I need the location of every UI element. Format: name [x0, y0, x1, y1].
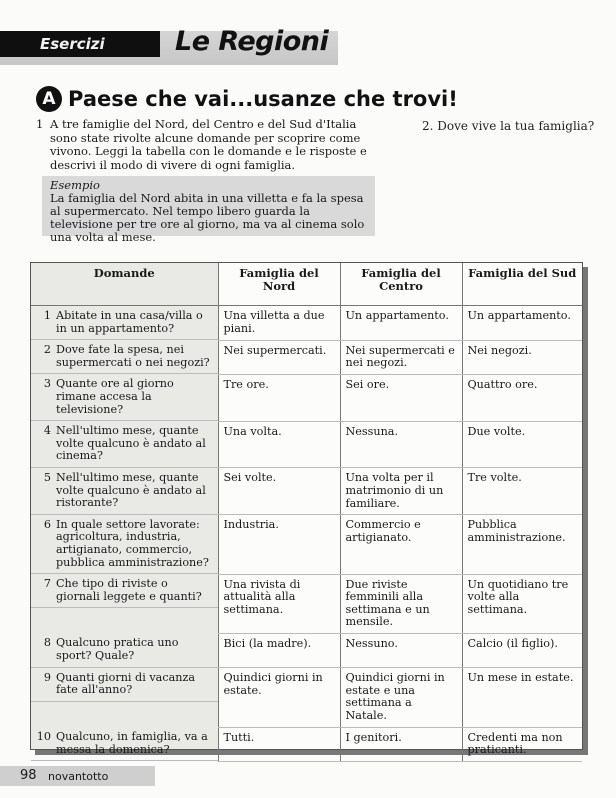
question-text: Qualcuno, in famiglia, va a messa la domenica? — [56, 730, 208, 756]
question-cell — [31, 515, 218, 574]
question-cell — [31, 574, 218, 608]
header-centro: Famiglia del Centro — [340, 263, 462, 306]
table-row — [31, 340, 582, 374]
question-cell — [31, 374, 218, 421]
header-nord: Famiglia del Nord — [218, 263, 340, 306]
answer-centro: Una volta per il matrimonio di un familiare. — [340, 468, 462, 515]
question-number: 9 — [43, 670, 51, 684]
answer-sud: Credenti ma non praticanti. — [462, 727, 582, 761]
header-sud: Famiglia del Sud — [462, 263, 582, 306]
table-row — [31, 727, 582, 761]
answer-centro: Due riviste femminili alla settimana e un mensile. — [340, 574, 462, 633]
question-text: Nell'ultimo mese, quante volte qualcuno è andato al cinema? — [56, 424, 206, 463]
section-label: Esercizi — [0, 31, 160, 57]
table-row — [31, 468, 582, 515]
table-row — [31, 306, 582, 341]
question-text: Che tipo di riviste o giornali leggete e quanti? — [56, 577, 202, 603]
answer-nord: Tre ore. — [218, 374, 340, 421]
question-number: 7 — [43, 577, 51, 591]
answer-nord: Sei volte. — [218, 468, 340, 515]
answer-sud: Tre volte. — [462, 468, 582, 515]
answer-centro: Commercio e artigianato. — [340, 515, 462, 574]
answer-nord: Industria. — [218, 515, 340, 574]
question-number: 5 — [43, 470, 51, 484]
question-text: Abitate in una casa/villa o in un appartamento? — [56, 309, 203, 335]
answer-centro: Nessuna. — [340, 421, 462, 468]
answer-sud: Un quotidiano tre volte alla settimana. — [462, 574, 582, 633]
answer-nord: Una villetta a due piani. — [218, 306, 340, 341]
answer-nord: Bici (la madre). — [218, 633, 340, 667]
example-box — [42, 176, 375, 244]
answer-nord: Nei supermercati. — [218, 340, 340, 374]
answer-sud: Due volte. — [462, 421, 582, 468]
exercise-heading — [36, 86, 458, 112]
answer-nord: Una rivista di attualità alla settimana. — [218, 574, 340, 633]
question-number: 4 — [43, 424, 51, 438]
page-number-word: novantotto — [48, 770, 109, 783]
answer-sud: Pubblica amministrazione. — [462, 515, 582, 574]
instructions-text: A tre famiglie del Nord, del Centro e del Sud d'Italia sono state rivolte alcune domande per scoprire come vivono. Leggi la tabella con le domande e le risposte e descrivi il modo di vivere di ogni famiglia. — [50, 117, 367, 172]
answer-sud: Un mese in estate. — [462, 668, 582, 727]
question-2: 2. Dove vive la tua famiglia? — [422, 119, 595, 133]
answer-nord: Tutti. — [218, 727, 340, 761]
question-cell — [31, 340, 218, 374]
instructions-number: 1 — [36, 117, 44, 131]
answer-sud: Un appartamento. — [462, 306, 582, 341]
exercise-subtitle: Paese che vai...usanze che trovi! — [68, 87, 458, 111]
question-number: 3 — [43, 377, 51, 391]
question-number: 2 — [43, 343, 51, 357]
question-text: Quante ore al giorno rimane accesa la televisione? — [56, 377, 174, 416]
answer-centro: I genitori. — [340, 727, 462, 761]
page-number: 98 — [20, 768, 37, 783]
exercise-badge: A — [36, 86, 62, 112]
table-row — [31, 374, 582, 421]
table-row — [31, 515, 582, 574]
question-text: Quanti giorni di vacanza fate all'anno? — [56, 670, 196, 697]
answer-sud: Nei negozi. — [462, 340, 582, 374]
answers-table-frame — [30, 262, 583, 757]
question-number: 6 — [43, 517, 51, 531]
answer-sud: Quattro ore. — [462, 374, 582, 421]
answer-centro: Nessuno. — [340, 633, 462, 667]
table-row — [31, 421, 582, 468]
example-label: Esempio — [50, 178, 100, 192]
table-row — [31, 633, 582, 667]
question-text: In quale settore lavorate: agricoltura, industria, artigianato, commercio, pubblica amministrazione? — [56, 517, 209, 569]
header-domande: Domande — [31, 263, 218, 306]
question-text: Qualcuno pratica uno sport? Quale? — [56, 636, 179, 663]
question-number: 8 — [43, 636, 51, 650]
question-text: Dove fate la spesa, nei supermercati o nei negozi? — [56, 343, 210, 369]
instructions — [36, 118, 376, 172]
page-title: Le Regioni — [175, 26, 329, 57]
answers-table — [31, 263, 582, 762]
table-row — [31, 668, 582, 727]
question-cell — [31, 633, 218, 667]
question-number: 1 — [43, 309, 51, 322]
question-number: 10 — [36, 730, 51, 744]
answer-centro: Sei ore. — [340, 374, 462, 421]
answer-centro: Un appartamento. — [340, 306, 462, 341]
question-text: Nell'ultimo mese, quante volte qualcuno è andato al ristorante? — [56, 470, 206, 510]
answer-centro: Nei supermercati e nei negozi. — [340, 340, 462, 374]
question-cell — [31, 468, 218, 515]
answer-nord: Quindici giorni in estate. — [218, 668, 340, 727]
answer-centro: Quindici giorni in estate e una settimana a Natale. — [340, 668, 462, 727]
answer-nord: Una volta. — [218, 421, 340, 468]
footer-bar — [0, 766, 155, 786]
question-cell — [31, 306, 218, 340]
question-cell — [31, 668, 218, 702]
example-text: La famiglia del Nord abita in una villetta e fa la spesa al supermercato. Nel tempo libero guarda la televisione per tre ore al giorno, ma va al cinema solo una volta al mese. — [50, 191, 365, 244]
question-cell — [31, 421, 218, 468]
table-header-row — [31, 263, 582, 306]
question-cell — [31, 727, 218, 761]
table-row — [31, 574, 582, 633]
answer-sud: Calcio (il figlio). — [462, 633, 582, 667]
